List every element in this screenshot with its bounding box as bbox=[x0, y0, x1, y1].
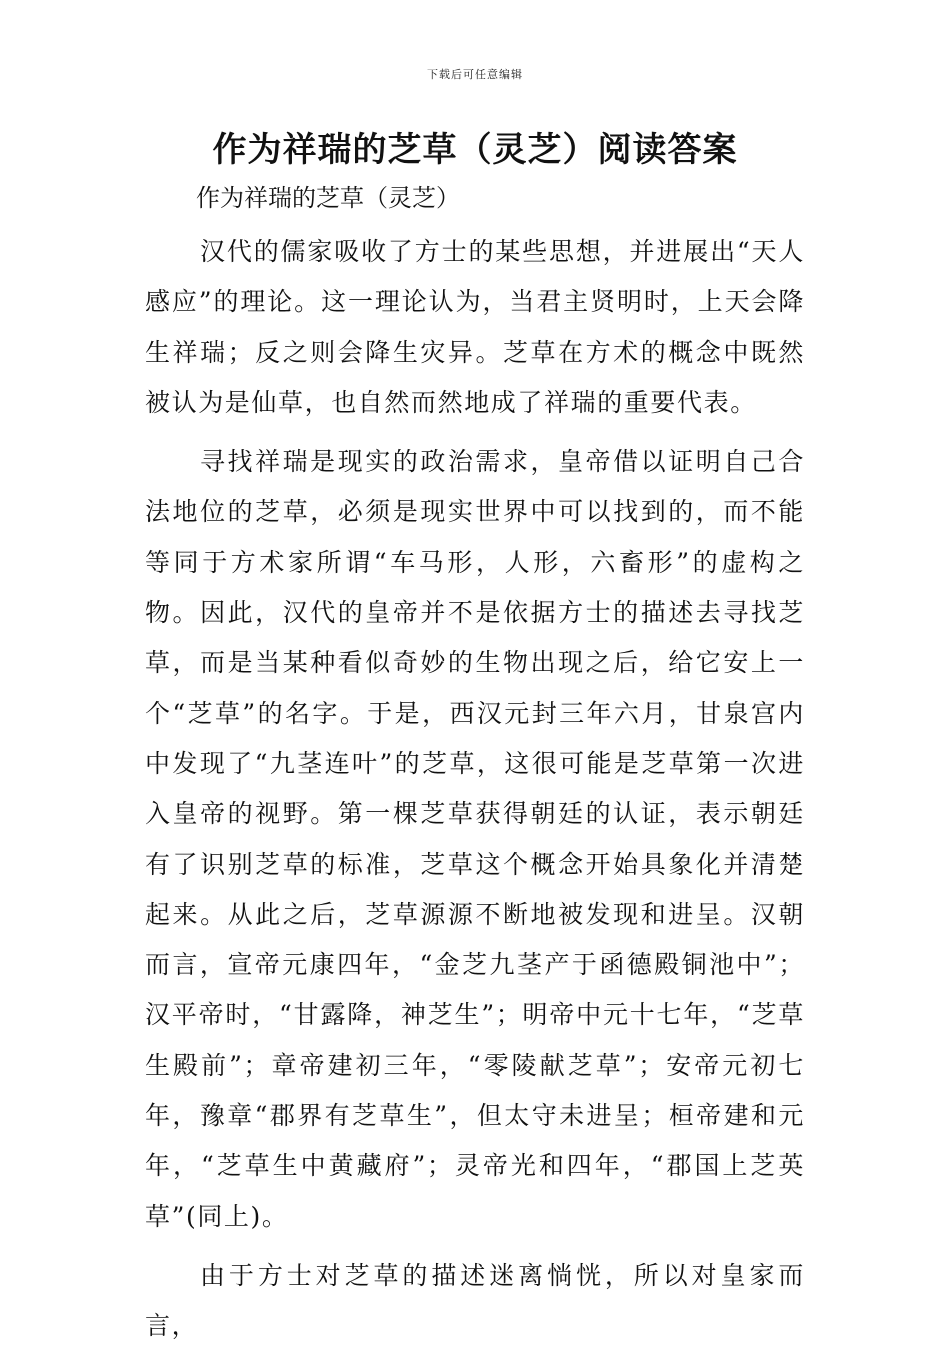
header-note: 下载后可任意编辑 bbox=[427, 68, 523, 81]
document-body bbox=[145, 227, 805, 1361]
paragraph-1: 汉代的儒家吸收了方士的某些思想，并进展出“天人感应”的理论。这一理论认为，当君主贤明时，上天会降生祥瑞；反之则会降生灾异。芝草在方术的概念中既然被认为是仙草，也自然而然地成了祥瑞的重要代表。 bbox=[145, 237, 805, 417]
paragraph-3: 由于方士对芝草的描述迷离惝恍，所以对皇家而言， bbox=[145, 1260, 805, 1341]
paragraph-2: 寻找祥瑞是现实的政治需求，皇帝借以证明自己合法地位的芝草，必须是现实世界中可以找到的，而不能等同于方术家所谓“车马形，人形，六畜形”的虚构之物。因此，汉代的皇帝并不是依据方士的描述去寻找芝草，而是当某种看似奇妙的生物出现之后，给它安上一个“芝草”的名字。于是，西汉元封三年六月，甘泉宫内中发现了“九茎连叶”的芝草，这很可能是芝草第一次进入皇帝的视野。第一棵芝草获得朝廷的认证，表示朝廷有了识别芝草的标准，芝草这个概念开始具象化并清楚起来。从此之后，芝草源源不断地被发现和进呈。汉朝而言，宣帝元康四年，“金芝九茎产于函德殿铜池中”；汉平帝时，“甘露降，神芝生”；明帝中元十七年，“芝草生殿前”；章帝建初三年，“零陵献芝草”；安帝元初七年，豫章“郡界有芝草生”，但太守未进呈；桓帝建和元年，“芝草生中黄藏府”；灵帝光和四年，“郡国上芝英草”(同上)。 bbox=[145, 447, 805, 1231]
document-subtitle: 作为祥瑞的芝草（灵芝） bbox=[196, 184, 460, 212]
document-title: 作为祥瑞的芝草（灵芝）阅读答案 bbox=[212, 130, 738, 170]
